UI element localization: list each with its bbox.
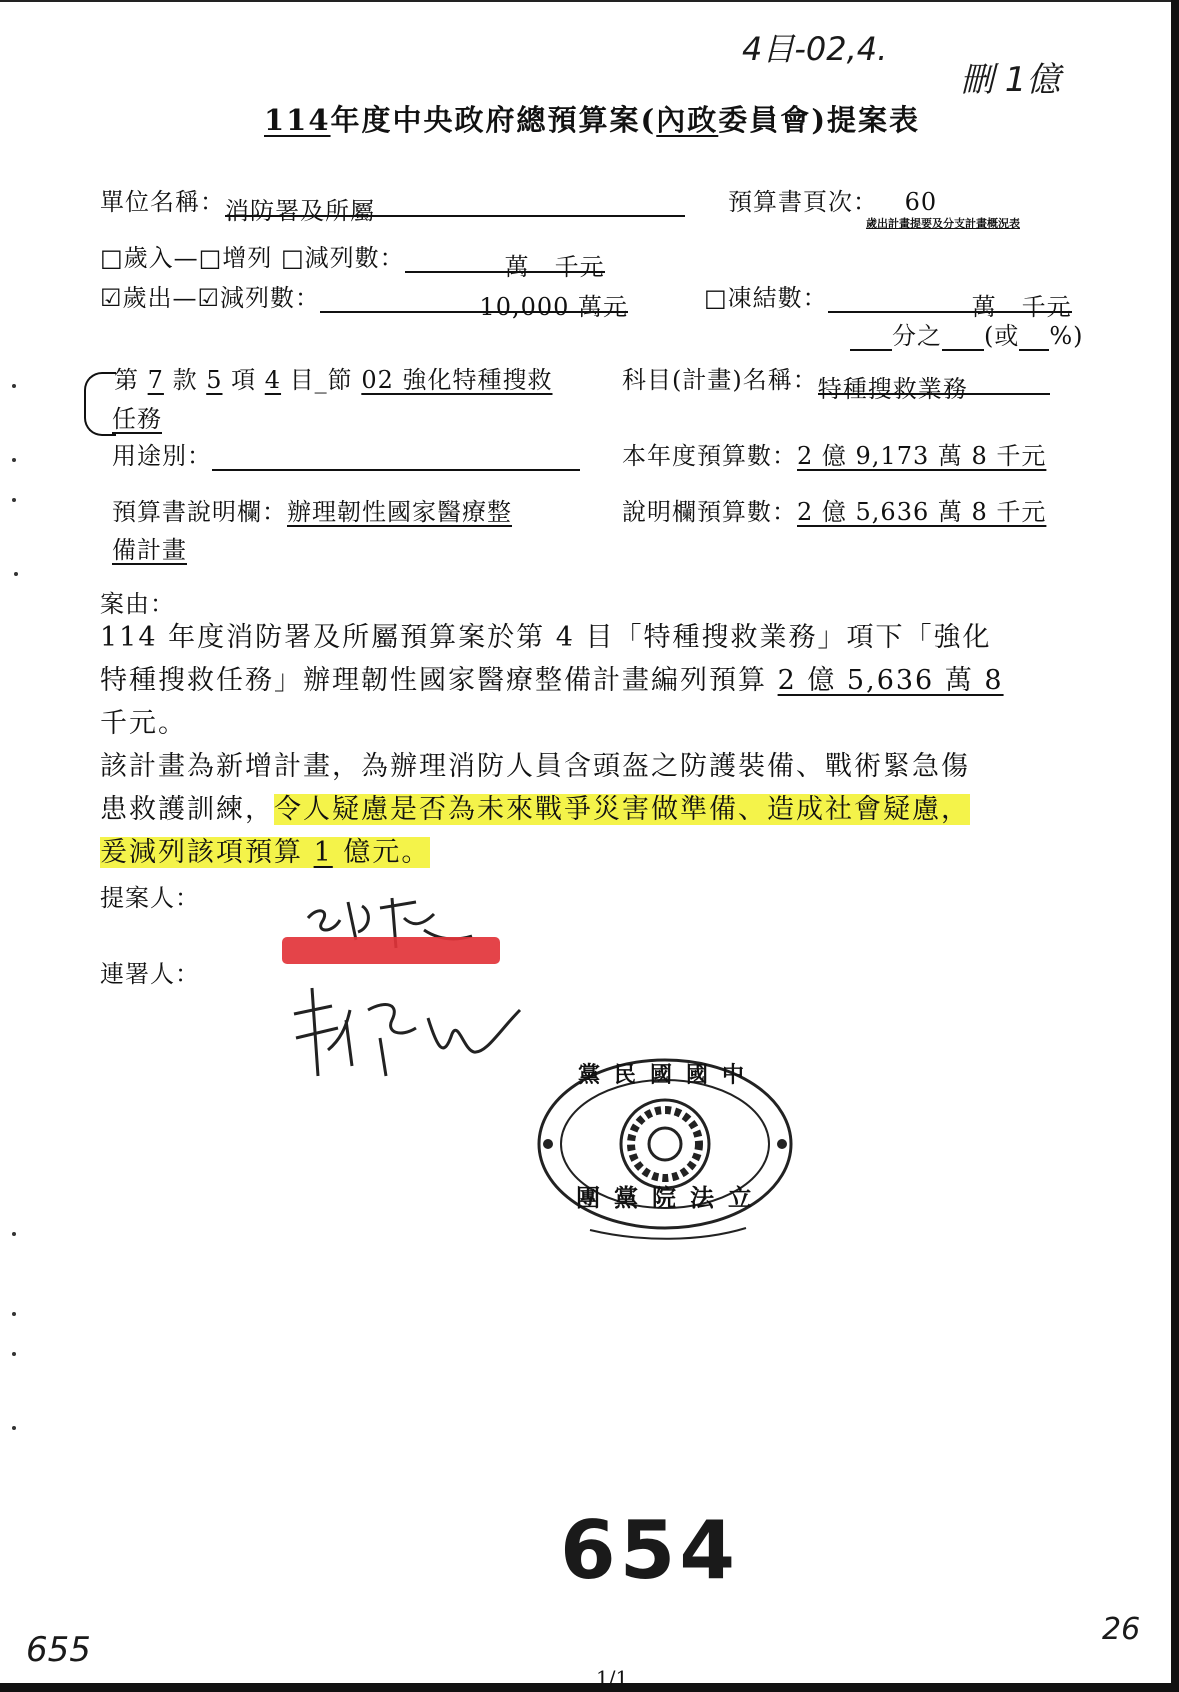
unit-row [100,182,685,225]
reason-line-5 [100,788,1004,831]
reason-line-3: 千元。 [100,708,187,739]
subject-row [622,360,1050,403]
desc-value: 辦理韌性國家醫療整 [287,498,512,526]
scan-dot [12,1232,16,1236]
reason-text [100,616,1004,874]
item-m: 4 [264,366,282,394]
freeze-units: 萬 千元 [971,293,1072,321]
scan-dot [12,458,16,462]
fraction-label-a: 分之 [892,322,942,350]
reason-line-6a: 爰減列該項預算 [100,837,303,868]
revenue-prefix: □歲入—□增列 □減列數： [100,244,405,272]
reason-line-6c: 億元 [343,837,402,868]
reason-line-2 [100,659,1004,702]
title-committee-a: 內政 [656,103,719,137]
expense-prefix: ☑歲出—☑減列數： [100,284,321,312]
reason-label: 案由： [100,590,175,618]
scan-top-edge [0,0,1179,2]
usage-label: 用途別： [112,442,212,470]
reason-line-6d: 。 [401,837,431,868]
reason-line-6b: 1 [313,837,333,868]
item-label: 第 [114,366,139,394]
subject-value: 特種搜救業務 [817,375,968,403]
scan-dot [12,384,16,388]
handwritten-top-note: 4目-02,4. [742,30,888,68]
title-committee-b: 委員會 [718,103,812,137]
expense-field [320,287,629,321]
reason-line-1: 114 年度消防署及所屬預算案於第 4 目「特種搜救業務」項下「強化 [100,622,992,653]
reason-highlight-2 [100,837,430,868]
fraction-row [850,316,1084,351]
revenue-units: 萬 千元 [504,253,605,281]
desc-budget-value: 2 億 5,636 萬 8 千元 [797,498,1047,526]
freeze-field [828,287,1072,321]
title-year: 114 [264,103,331,137]
item-j-cont: 任務 [112,405,162,433]
desc-budget-row [622,492,1046,527]
reason-line-2b: 2 億 5,636 萬 8 [777,665,1004,696]
reason-line-4: 該計畫為新增計畫，為辦理消防人員含頭盔之防護裝備、戰術緊急傷 [100,751,970,782]
item-x: 5 [206,366,223,394]
stamp-top-text: 黨民國國中 [578,1062,759,1088]
scan-dot [14,572,18,576]
revenue-row [100,238,605,281]
fraction-blank-b [942,325,984,351]
item-j: 02 強化特種搜救 [361,366,553,394]
usage-row [112,436,580,471]
annual-value: 2 億 9,173 萬 8 千元 [797,442,1047,470]
desc-label: 預算書說明欄： [112,498,287,526]
expense-value: 10,000 萬元 [479,293,629,321]
stamp-bottom-text: 團黨院法立 [576,1183,766,1212]
subject-label: 科目(計畫)名稱： [622,366,818,394]
annual-label: 本年度預算數： [622,442,797,470]
subject-field [817,369,1050,403]
unit-value: 消防署及所屬 [225,197,375,225]
handwritten-page-right: 26 [1102,1612,1141,1647]
title-part1: 年度中央政府總預算案( [330,103,657,137]
scan-dot [12,1426,16,1430]
scan-dot [12,1352,16,1356]
desc-budget-label: 說明欄預算數： [622,498,797,526]
proposer-label: 提案人： [100,884,200,912]
freeze-label: □凍結數： [704,284,828,312]
handwritten-cut-note: 刪 1億 [960,60,1061,100]
reason-line-2a: 特種搜救任務」辦理韌性國家醫療整備計畫編列預算 [100,665,767,696]
cosigner-signature [288,980,528,1080]
item-m-label: 目_節 [289,366,353,394]
handwritten-page-left: 655 [26,1630,91,1670]
scan-dot [12,498,16,502]
reason-highlight-1: 令人疑慮是否為未來戰爭災害做準備、造成社會疑慮， [274,794,970,825]
item-k-label: 款 [172,366,198,394]
item-k: 7 [147,366,164,394]
page-value: 60 [904,188,938,216]
freeze-row [704,278,1072,321]
revenue-field [405,247,605,281]
footer-page: 1/1 [596,1666,629,1690]
expense-row [100,278,629,321]
scan-right-edge [1171,0,1179,1692]
scan-bottom-edge [0,1683,1179,1692]
form-title [264,98,920,139]
reason-line-5a: 患救護訓練， [100,794,274,825]
fraction-blank-c [1019,325,1049,351]
scan-dot [12,1312,16,1316]
item-x-label: 項 [231,366,257,394]
desc-row [112,492,512,527]
unit-label: 單位名稱： [100,188,225,216]
page-label: 預算書頁次： [728,188,878,216]
fraction-blank-a [850,325,892,351]
desc-value-cont: 備計畫 [112,536,187,564]
handwritten-page-number: 654 [560,1504,739,1597]
title-part2: )提案表 [811,103,921,137]
unit-field [225,191,685,225]
fraction-label-b: (或 [984,322,1020,350]
page-row [728,182,937,217]
fraction-label-c: %) [1049,322,1084,350]
reason-line-6 [100,831,1004,874]
usage-field [212,445,580,471]
annual-row [622,436,1046,471]
signature-redaction [282,937,500,964]
page-note: 歲出計畫提要及分支計畫概況表 [866,217,1020,230]
item-row [114,360,553,395]
cosigner-label: 連署人： [100,960,200,988]
